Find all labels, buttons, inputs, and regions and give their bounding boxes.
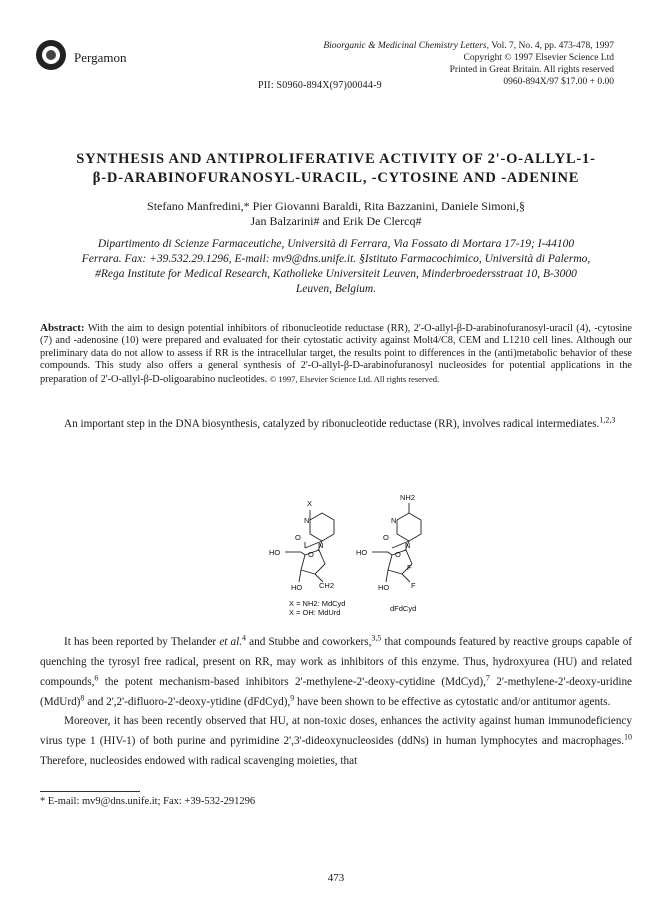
p2-ref-3: 6 [94, 673, 99, 683]
journal-title: Bioorganic & Medicinal Chemistry Letters, [323, 41, 489, 51]
p2-ref-2: 3,5 [371, 633, 382, 643]
caption-right: dFdCyd [390, 604, 417, 613]
p3-text-a: Moreover, it has been recently observed that HU, at non-toxic doses, enhances the activity against human immunodeficiency virus type 1 (HIV-1) of both purine and pyrimidine 2',3'-dideoxynucleosides (ddNs) in human lymphocytes and macrophages. [40, 715, 632, 747]
right-o-label: O [383, 533, 389, 542]
abstract-text: With the aim to design potential inhibitors of ribonucleotide reductase (RR), 2'-O-allyl-β-D-arabinofuranosyl-uracil (4), -cytosine (7) and -adenosine (10) were prepared and evaluated for their cytostatic activity against Molt4/C8, CEM and L1210 cell lines. Although our preliminary data do not allow to assess if RR is the intracellular target, the results point to differences in the (anti)metabolic behavior of these compounds. This study also offers a general synthesis of 2'-O-allyl-β-D-arabinofuranosyl nucleosides for potential applications in the preparation of 2'-O-allyl-β-D-oligoarabino nucleotides. [40, 323, 632, 385]
authors [60, 199, 612, 229]
pii: PII: S0960-894X(97)00044-9 [258, 80, 382, 91]
p2-text-e: 2'-methylene-2'-deoxy-uridine (MdUrd) [40, 676, 633, 708]
intro-paragraph [40, 414, 632, 434]
right-ring-o-label: O [395, 550, 401, 559]
p2-ref-6: 9 [290, 693, 295, 703]
authors-line-2: Jan Balzarini# and Erik De Clercq# [250, 214, 422, 228]
paragraph-3 [40, 711, 632, 771]
left-ch2-label: CH2 [319, 581, 335, 590]
p2-etal: et al. [219, 636, 243, 648]
publisher-name: Pergamon [74, 50, 127, 65]
title-line-1: SYNTHESIS AND ANTIPROLIFERATIVE ACTIVITY OF 2'-O-ALLYL-1- [76, 151, 596, 167]
affiliation-line-1: Dipartimento di Scienze Farmaceutiche, Università di Ferrara, Via Fossato di Mortara 17-19; I-44100 [97, 238, 575, 250]
right-f2-label: F [411, 581, 416, 590]
affiliation-line-2: Ferrara. Fax: +39.532.29.1296, E-mail: mv9@dns.unife.it. §Istituto Farmacochimico, Università di Palermo, [81, 253, 591, 265]
right-ho5-label: HO [356, 548, 368, 557]
issn-line: 0960-894X/97 $17.00 + 0.00 [503, 77, 614, 87]
footnote: * E-mail: mv9@dns.unife.it; Fax: +39-532-291296 [40, 796, 256, 807]
left-base-ring [310, 513, 334, 541]
affiliation-line-4: Leuven, Belgium. [295, 283, 377, 295]
paragraph-2 [40, 632, 632, 712]
left-n1-label: N [318, 541, 324, 550]
left-x-label: X [307, 499, 313, 508]
right-n-label: N [391, 516, 397, 525]
structures-figure [245, 490, 445, 625]
p2-ref-4: 7 [485, 673, 490, 683]
p2-text-c: that compounds featured by reactive groups capable of quenching the tyrosyl free radical, present on RR, may work as inhibitors of this enzyme. Thus, hydroxyurea (HU) and related compounds, [40, 636, 633, 688]
caption-left-1: X = NH2: MdCyd [289, 599, 346, 608]
left-o-label: O [295, 533, 301, 542]
right-f1-label: F [407, 563, 412, 572]
p2-text-a: It has been reported by Thelander [64, 636, 220, 648]
left-ho5-label: HO [269, 548, 281, 557]
p2-text-f: and 2',2'-difluoro-2'-deoxy-ytidine (dFdCyd), [84, 696, 291, 708]
p3-ref: 10 [624, 732, 632, 742]
left-ho3-label: HO [291, 583, 303, 592]
intro-text: An important step in the DNA biosynthesis, catalyzed by ribonucleotide reductase (RR), involves radical intermediates. [64, 418, 600, 430]
article-title [60, 150, 612, 188]
printed-line: Printed in Great Britain. All rights reserved [449, 65, 614, 75]
left-n-label: N [304, 516, 310, 525]
authors-line-1: Stefano Manfredini,* Pier Giovanni Baraldi, Rita Bazzanini, Daniele Simoni,§ [147, 199, 525, 213]
abstract-label: Abstract: [40, 322, 85, 334]
abstract [40, 322, 632, 386]
journal-volume: Vol. 7, No. 4, pp. 473-478, 1997 [491, 41, 614, 51]
pergamon-logo [36, 40, 66, 70]
right-base-ring [397, 513, 421, 541]
affiliations [50, 237, 622, 297]
p2-ref-1: 4 [242, 633, 247, 643]
footnote-rule [40, 791, 140, 792]
title-line-2: β-D-ARABINOFURANOSYL-URACIL, -CYTOSINE AND -ADENINE [92, 170, 580, 186]
abstract-copyright: © 1997, Elsevier Science Ltd. All rights reserved. [269, 373, 440, 384]
p2-text-g: have been shown to be effective as cytostatic and/or antitumor agents. [294, 696, 611, 708]
p2-text-b: and Stubbe and coworkers, [246, 636, 372, 648]
intro-refs: 1,2,3 [599, 415, 616, 425]
right-n1-label: N [405, 541, 411, 550]
p2-ref-5: 8 [80, 693, 85, 703]
affiliation-line-3: #Rega Institute for Medical Research, Katholieke Universiteit Leuven, Minderbroedersstraat 10, B-3000 [95, 268, 577, 280]
left-ring-o-label: O [308, 550, 314, 559]
right-ho3-label: HO [378, 583, 390, 592]
caption-left-2: X = OH: MdUrd [289, 608, 341, 617]
p2-text-d: the potent mechanism-based inhibitors 2'-methylene-2'-deoxy-cytidine (MdCyd), [98, 676, 486, 688]
copyright-line: Copyright © 1997 Elsevier Science Ltd [463, 53, 614, 63]
p3-text-b: Therefore, nucleosides endowed with radical scavenging moieties, that [40, 755, 358, 767]
page-number: 473 [327, 872, 345, 884]
right-nh2-label: NH2 [400, 493, 416, 502]
